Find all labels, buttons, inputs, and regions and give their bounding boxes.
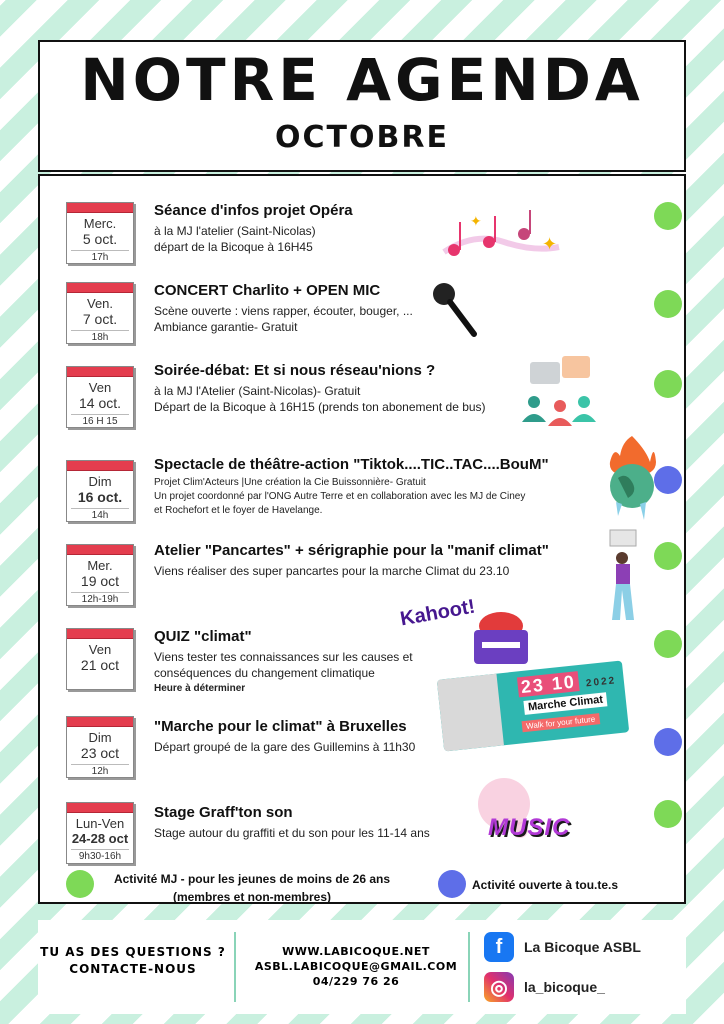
event-time: 9h30-16h: [71, 849, 129, 862]
event-date: 23 oct: [80, 745, 120, 761]
instagram-icon: ◎: [484, 972, 514, 1002]
page-subtitle: OCTOBRE: [275, 120, 449, 155]
footer-questions: [38, 944, 228, 978]
buzzer-icon: [470, 608, 532, 670]
event-detail: Projet Clim'Acteurs |Une création la Cie Buissonnière- Gratuit: [154, 477, 426, 488]
facebook-icon: f: [484, 932, 514, 962]
event-title: Spectacle de théâtre-action "Tiktok....TIC..TAC....BouM": [154, 456, 549, 473]
activity-dot: [654, 630, 682, 658]
microphone-icon: [430, 280, 480, 340]
event-detail: Un projet coordonné par l'ONG Autre Terre et en collaboration avec les MJ de Ciney: [154, 491, 526, 502]
event-day: Dim: [88, 730, 112, 745]
event-day: Lun-Ven: [75, 816, 125, 831]
music-graffiti: MUSIC: [488, 814, 571, 841]
footer-divider: [468, 932, 470, 1002]
discussion-group-icon: [520, 356, 600, 428]
page-title: NOTRE AGENDA: [80, 46, 644, 114]
event-detail: conséquences du changement climatique: [154, 666, 375, 680]
event-time: 17h: [71, 250, 129, 263]
kahoot-logo: Kahoot!: [398, 595, 477, 631]
event-detail: à la MJ l'Atelier (Saint-Nicolas)- Gratuit: [154, 384, 361, 398]
event-title: Atelier "Pancartes" + sérigraphie pour la "manif climat": [154, 542, 549, 559]
footer-questions-line: TU AS DES QUESTIONS ?: [40, 945, 226, 959]
event-day: Ven.: [86, 296, 114, 311]
event-title: "Marche pour le climat" à Bruxelles: [154, 718, 407, 735]
event-day: Ven: [88, 642, 112, 657]
event-time: 12h-19h: [71, 592, 129, 605]
instagram-link[interactable]: [484, 972, 605, 1002]
instagram-label: la_bicoque_: [524, 979, 605, 995]
marche-date: 23 10: [517, 671, 580, 697]
event-detail: Départ de la Bicoque à 16H15 (prends ton abonement de bus): [154, 400, 486, 414]
marche-year: 2022: [585, 675, 617, 690]
event-time: 18h: [71, 330, 129, 343]
footer-divider: [234, 932, 236, 1002]
calendar-icon: [66, 460, 134, 522]
legend-open: Activité ouverte à tou.te.s: [472, 878, 619, 892]
event-time: 14h: [71, 508, 129, 521]
event-detail: et Rochefort et le foyer de Havelange.: [154, 505, 323, 516]
protester-icon: [602, 528, 644, 626]
activity-dot: [654, 290, 682, 318]
activity-dot: [654, 202, 682, 230]
event-day: Mer.: [87, 558, 113, 573]
activity-dot: [654, 542, 682, 570]
burning-earth-icon: [606, 432, 658, 524]
svg-text:✦: ✦: [470, 213, 482, 229]
footer-questions-line: CONTACTE-NOUS: [69, 962, 197, 976]
event-time: 16 H 15: [71, 414, 129, 427]
calendar-icon: [66, 282, 134, 344]
legend-blue-dot: [438, 870, 466, 898]
event-date: 16 oct.: [77, 489, 123, 505]
legend-green-dot: [66, 870, 94, 898]
facebook-label: La Bicoque ASBL: [524, 939, 641, 955]
calendar-icon: [66, 802, 134, 864]
event-detail: départ de la Bicoque à 16H45: [154, 240, 313, 254]
event-day: Merc.: [83, 216, 117, 231]
event-date: 14 oct.: [78, 395, 122, 411]
calendar-icon: [66, 628, 134, 690]
activity-dot: [654, 728, 682, 756]
footer-contact: [250, 944, 462, 989]
phone-number: 04/229 76 26: [312, 975, 400, 988]
event-detail: à la MJ l'atelier (Saint-Nicolas): [154, 224, 316, 238]
svg-text:✦: ✦: [542, 234, 558, 254]
activity-dot: [654, 370, 682, 398]
event-title: Soirée-débat: Et si nous réseau'nions ?: [154, 362, 436, 379]
event-title: CONCERT Charlito + OPEN MIC: [154, 282, 381, 299]
marche-tagline: Walk for your future: [522, 713, 600, 732]
event-day: Ven: [88, 380, 112, 395]
event-title: Stage Graff'ton son: [154, 804, 293, 821]
event-day: Dim: [88, 474, 112, 489]
activity-dot: [654, 466, 682, 494]
event-title: Séance d'infos projet Opéra: [154, 202, 353, 219]
calendar-icon: [66, 716, 134, 778]
header: [38, 40, 686, 172]
event-date: 19 oct: [80, 573, 120, 589]
legend-mj-line: Activité MJ - pour les jeunes de moins de 26 ans: [113, 872, 391, 886]
facebook-link[interactable]: [484, 932, 641, 962]
event-date: 5 oct.: [82, 231, 118, 247]
marche-title: Marche Climat: [523, 692, 607, 715]
activity-dot: [654, 800, 682, 828]
event-detail: Heure à déterminer: [154, 683, 246, 694]
agenda-list: [38, 174, 686, 904]
email-link[interactable]: ASBL.LABICOQUE@GMAIL.COM: [254, 960, 458, 973]
event-detail: Viens réaliser des super pancartes pour la marche Climat du 23.10: [154, 564, 510, 578]
event-detail: Stage autour du graffiti et du son pour les 11-14 ans: [154, 826, 430, 840]
event-detail: Départ groupé de la gare des Guillemins à 11h30: [154, 740, 416, 754]
event-date: 24-28 oct: [71, 831, 129, 846]
event-detail: Viens tester tes connaissances sur les causes et: [154, 650, 413, 664]
event-detail: Ambiance garantie- Gratuit: [154, 320, 298, 334]
marche-climat-banner: [437, 660, 630, 751]
website-link[interactable]: WWW.LABICOQUE.NET: [282, 945, 430, 958]
calendar-icon: [66, 202, 134, 264]
footer: [38, 920, 686, 1014]
event-detail: Scène ouverte : viens rapper, écouter, bouger, ...: [154, 304, 413, 318]
music-notes-icon: [434, 202, 564, 272]
event-date: 7 oct.: [82, 311, 118, 327]
legend-mj-line: (membres et non-membres): [172, 890, 332, 904]
event-title: QUIZ "climat": [154, 628, 252, 645]
calendar-icon: [66, 366, 134, 428]
calendar-icon: [66, 544, 134, 606]
event-time: 12h: [71, 764, 129, 777]
legend-mj: [102, 872, 402, 904]
event-date: 21 oct: [80, 657, 120, 673]
